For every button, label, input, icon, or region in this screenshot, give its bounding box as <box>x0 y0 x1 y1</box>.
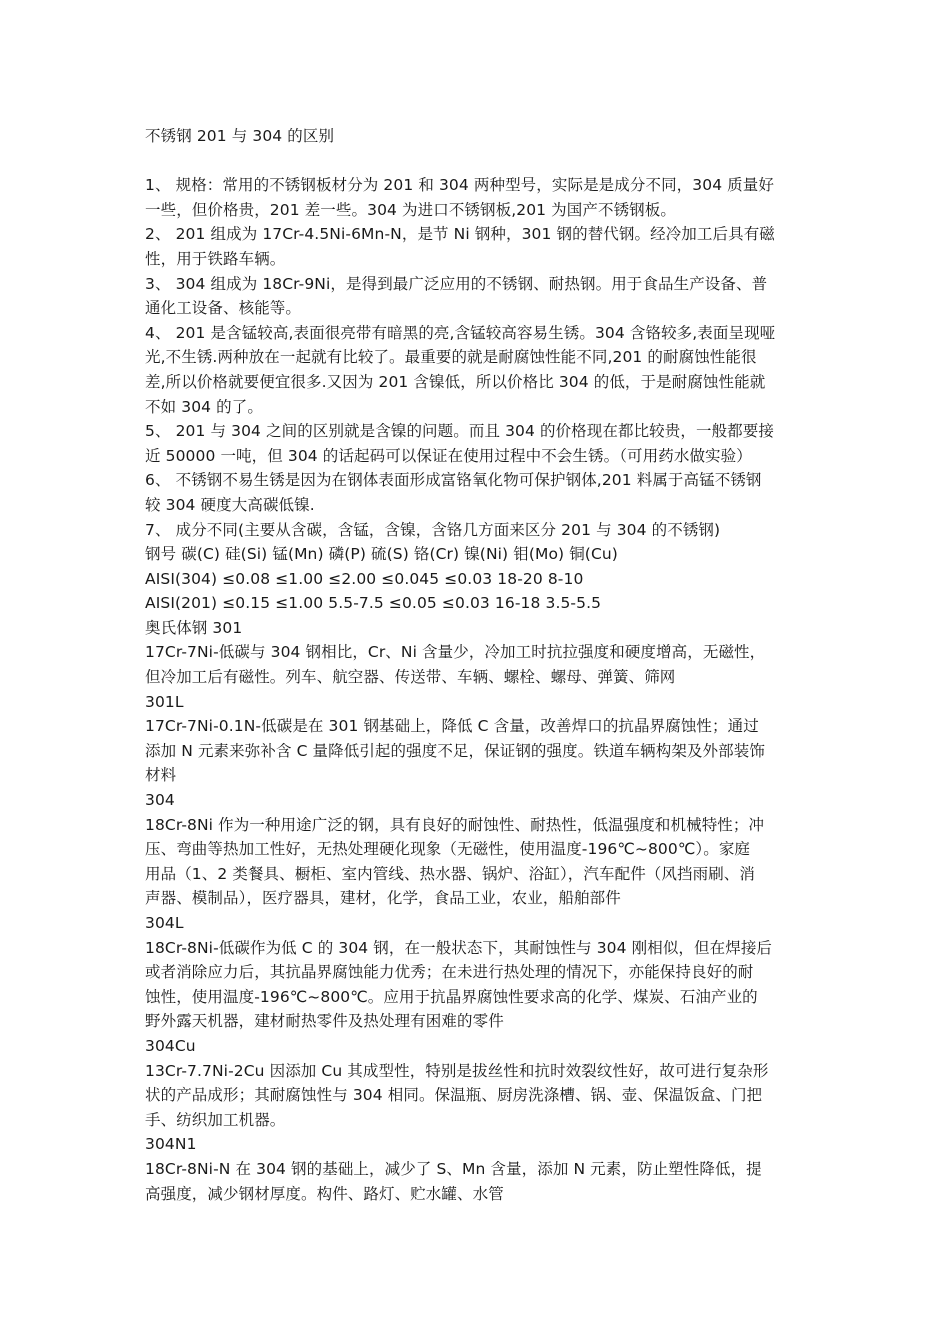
text-line: 17Cr-7Ni-低碳与 304 钢相比，Cr、Ni 含量少，冷加工时抗拉强度和硬度增高，无磁性， <box>145 643 766 662</box>
text-line: 18Cr-8Ni 作为一种用途广泛的钢，具有良好的耐蚀性、耐热性，低温强度和机械特性；冲 <box>145 815 765 834</box>
text-line: 304L <box>145 914 184 932</box>
text-line: 钢号 碳(C) 硅(Si) 锰(Mn) 磷(P) 硫(S) 铬(Cr) 镍(Ni) 钼(Mo) 铜(Cu) <box>145 545 618 564</box>
text-line: 7、 成分不同(主要从含碳，含锰，含镍，含铬几方面来区分 201 与 304 的不锈钢) <box>145 520 721 539</box>
text-line: 4、 201 是含锰较高,表面很亮带有暗黑的亮,含锰较高容易生锈。304 含铬较多,表面呈现哑 <box>145 323 776 342</box>
document-title: 不锈钢 201 与 304 的区别 <box>145 127 335 145</box>
text-line: AISI(304) ≤0.08 ≤1.00 ≤2.00 ≤0.045 ≤0.03 18-20 8-10 <box>145 569 584 588</box>
text-line: 2、 201 组成为 17Cr-4.5Ni-6Mn-N，是节 Ni 钢种，301 钢的替代钢。经冷加工后具有磁 <box>145 225 775 244</box>
text-line: 一些，但价格贵，201 差一些。304 为进口不锈钢板,201 为国产不锈钢板。 <box>145 200 676 219</box>
text-line: 通化工设备、核能等。 <box>145 299 302 318</box>
text-line: 添加 N 元素来弥补含 C 量降低引起的强度不足，保证钢的强度。铁道车辆构架及外部装饰 <box>145 741 765 760</box>
text-line: 但冷加工后有磁性。列车、航空器、传送带、车辆、螺栓、螺母、弹簧、筛网 <box>145 668 676 687</box>
text-line: 304 <box>145 791 175 810</box>
text-line: 压、弯曲等热加工性好，无热处理硬化现象（无磁性，使用温度-196℃~800℃）。家庭 <box>145 840 751 859</box>
text-line: 301L <box>145 692 184 711</box>
text-line: 5、 201 与 304 之间的区别就是含镍的问题。而且 304 的价格现在都比较贵，一般都要接 <box>145 422 774 441</box>
text-line: 手、纺织加工机器。 <box>145 1110 286 1129</box>
text-line: 差,所以价格就要便宜很多.又因为 201 含镍低，所以价格比 304 的低，于是耐腐蚀性能就 <box>145 372 766 391</box>
text-line: 3、 304 组成为 18Cr-9Ni，是得到最广泛应用的不锈钢、耐热钢。用于食品生产设备、普 <box>145 274 768 293</box>
text-line: 奥氏体钢 301 <box>145 618 243 637</box>
text-line: 6、 不锈钢不易生锈是因为在钢体表面形成富铬氧化物可保护钢体,201 料属于高锰不锈钢 <box>145 471 762 490</box>
text-line: 高强度，减少钢材厚度。构件、路灯、贮水罐、水管 <box>145 1184 504 1203</box>
text-line: 用品（1、2 类餐具、橱柜、室内管线、热水器、锅炉、浴缸），汽车配件（风挡雨刷、消 <box>145 864 756 883</box>
text-line: 18Cr-8Ni-N 在 304 钢的基础上，减少了 S、Mn 含量，添加 N 元素，防止塑性降低，提 <box>145 1159 762 1178</box>
text-line: 光,不生锈.两种放在一起就有比较了。最重要的就是耐腐蚀性能不同,201 的耐腐蚀性能很 <box>145 348 757 367</box>
text-line: AISI(201) ≤0.15 ≤1.00 5.5-7.5 ≤0.05 ≤0.03 16-18 3.5-5.5 <box>145 594 602 613</box>
text-line: 状的产品成形；其耐腐蚀性与 304 相同。保温瓶、厨房洗涤槽、锅、壶、保温饭盒、门把 <box>145 1086 763 1105</box>
text-line: 304Cu <box>145 1036 196 1055</box>
text-line: 性，用于铁路车辆。 <box>145 249 286 268</box>
text-line: 1、 规格：常用的不锈钢板材分为 201 和 304 两种型号，实际是是成分不同，304 质量好 <box>145 176 774 195</box>
document-body <box>145 124 813 1206</box>
blank-line <box>145 149 813 174</box>
document-lines <box>145 173 813 1206</box>
text-line: 17Cr-7Ni-0.1N-低碳是在 301 钢基础上，降低 C 含量，改善焊口的抗晶界腐蚀性；通过 <box>145 717 759 736</box>
text-line: 18Cr-8Ni-低碳作为低 C 的 304 钢，在一般状态下，其耐蚀性与 304 刚相似，但在焊接后 <box>145 938 773 957</box>
text-line: 或者消除应力后，其抗晶界腐蚀能力优秀；在未进行热处理的情况下，亦能保持良好的耐 <box>145 963 754 982</box>
text-line: 不如 304 的了。 <box>145 397 263 416</box>
text-line: 蚀性，使用温度-196℃~800℃。应用于抗晶界腐蚀性要求高的化学、煤炭、石油产业的 <box>145 987 758 1006</box>
text-line: 近 50000 一吨，但 304 的话起码可以保证在使用过程中不会生锈。（可用药水做实验） <box>145 446 752 465</box>
text-line: 304N1 <box>145 1135 197 1154</box>
text-line: 材料 <box>145 766 177 785</box>
text-line: 较 304 硬度大高碳低镍. <box>145 495 315 514</box>
text-line: 13Cr-7.7Ni-2Cu 因添加 Cu 其成型性，特别是拔丝性和抗时效裂纹性好，故可进行复杂形 <box>145 1061 769 1080</box>
text-line: 声器、模制品），医疗器具，建材，化学，食品工业，农业，船舶部件 <box>145 889 621 908</box>
text-line: 野外露天机器，建材耐热零件及热处理有困难的零件 <box>145 1012 504 1031</box>
